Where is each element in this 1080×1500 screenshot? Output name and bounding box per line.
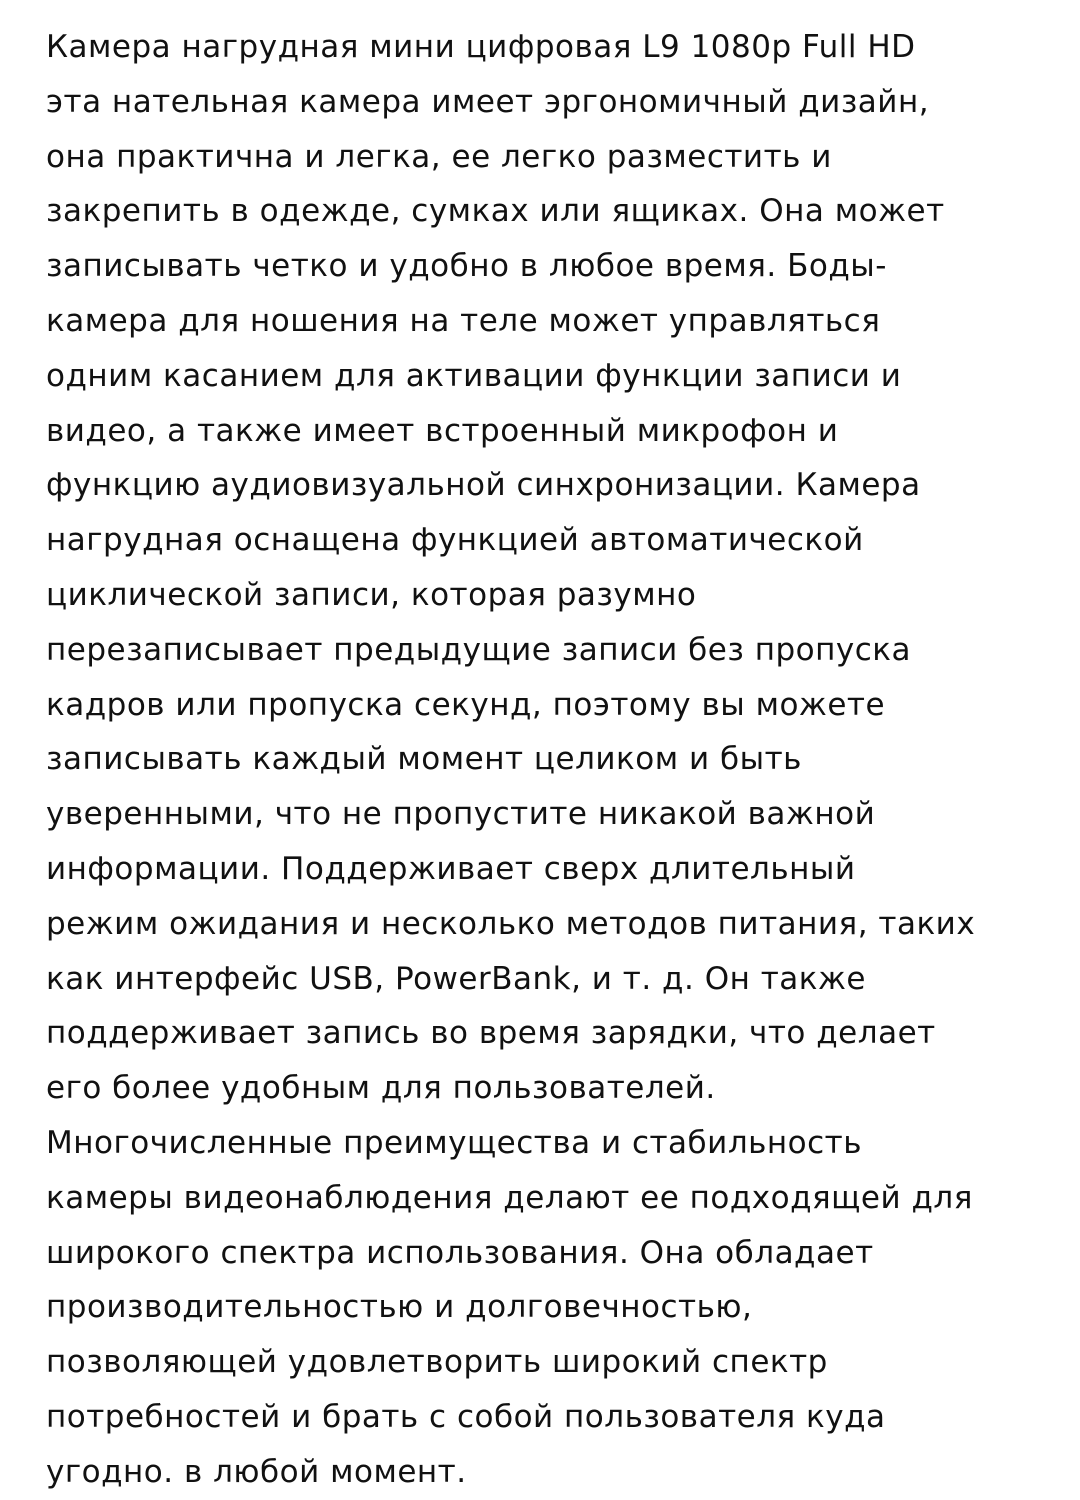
description-line-12: перезаписывает предыдущие записи без пропуска <box>46 631 911 668</box>
description-line-3: она практична и легка, ее легко разместить и <box>46 138 832 175</box>
description-line-17: режим ожидания и несколько методов питания, таких <box>46 905 976 942</box>
description-line-18: как интерфейс USB, PowerBank, и т. д. Он также <box>46 960 866 997</box>
description-line-9: функцию аудиовизуальной синхронизации. Камера <box>46 467 921 504</box>
description-line-22: камеры видеонаблюдения делают ее подходящей для <box>46 1179 973 1216</box>
description-line-4: закрепить в одежде, сумках или ящиках. Она может <box>46 193 945 230</box>
description-line-8: видео, а также имеет встроенный микрофон и <box>46 412 839 449</box>
description-line-11: циклической записи, которая разумно <box>46 576 697 613</box>
description-line-21: Многочисленные преимущества и стабильность <box>46 1124 863 1161</box>
product-description <box>46 20 1046 1500</box>
description-line-13: кадров или пропуска секунд, поэтому вы можете <box>46 686 886 723</box>
description-line-15: уверенными, что не пропустите никакой важной <box>46 796 876 833</box>
description-line-27: угодно. в любой момент. <box>46 1453 467 1490</box>
description-line-23: широкого спектра использования. Она обладает <box>46 1234 874 1271</box>
description-line-24: производительностью и долговечностью, <box>46 1289 753 1326</box>
description-line-19: поддерживает запись во время зарядки, что делает <box>46 1015 936 1052</box>
description-line-1: Камера нагрудная мини цифровая L9 1080p Full HD <box>46 29 916 65</box>
description-line-2: эта нательная камера имеет эргономичный дизайн, <box>46 83 930 120</box>
description-line-25: позволяющей удовлетворить широкий спектр <box>46 1344 828 1381</box>
description-line-10: нагрудная оснащена функцией автоматической <box>46 522 864 559</box>
description-line-26: потребностей и брать с собой пользователя куда <box>46 1398 886 1435</box>
description-line-16: информации. Поддерживает сверх длительный <box>46 850 856 887</box>
description-line-14: записывать каждый момент целиком и быть <box>46 741 802 778</box>
description-line-6: камера для ношения на теле может управляться <box>46 302 881 339</box>
description-line-5: записывать четко и удобно в любое время. Боды- <box>46 248 887 285</box>
description-line-20: его более удобным для пользователей. <box>46 1070 716 1107</box>
description-line-7: одним касанием для активации функции записи и <box>46 357 902 394</box>
